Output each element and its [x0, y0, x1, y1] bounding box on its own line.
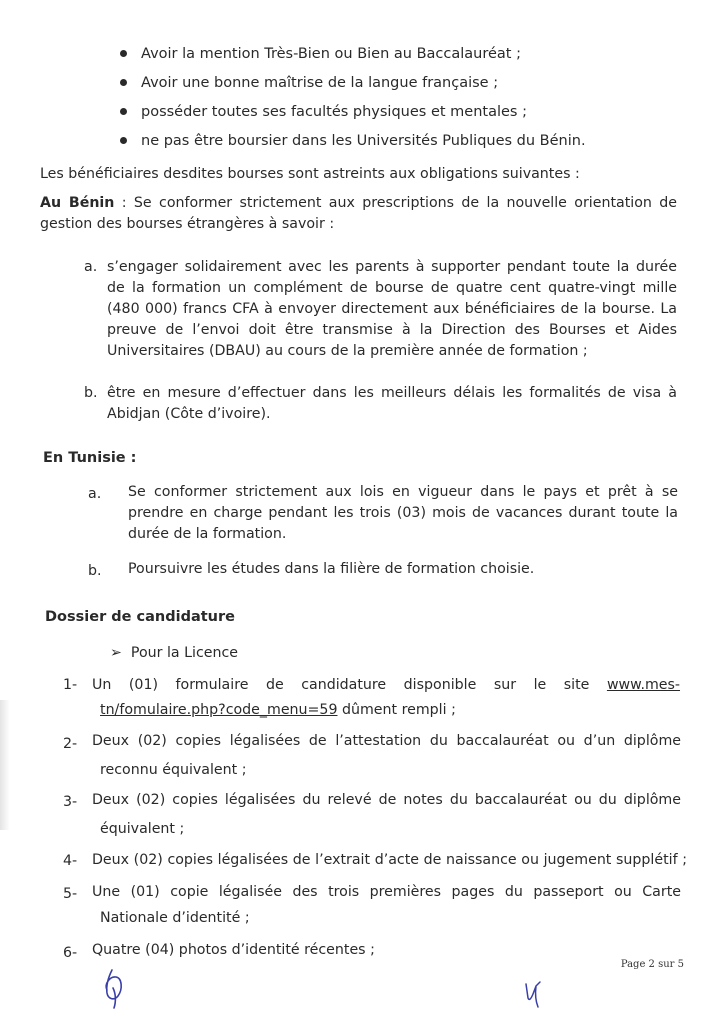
benin-a-line: preuve de l’envoi doit être transmise à la Direction des Bourses et Aides [107, 322, 677, 338]
benin-intro-line-2: gestion des bourses étrangères à savoir : [40, 216, 335, 232]
page-number: Page 2 sur 5 [620, 959, 684, 970]
item-number: 4- [63, 853, 78, 869]
dossier-item-text: dûment rempli ; [337, 702, 456, 718]
tunisie-b-line: Poursuivre les études dans la filière de formation choisie. [128, 561, 535, 577]
benin-a-line: (480 000) francs CFA à envoyer directement aux bénéficiaires de la bourse. La [107, 301, 677, 317]
dossier-item-line: reconnu équivalent ; [100, 762, 247, 778]
item-number: 2- [63, 736, 78, 752]
bullet-dot-icon [120, 137, 127, 144]
bullet-item [120, 73, 498, 93]
benin-b-line: Abidjan (Côte d’ivoire). [107, 406, 271, 422]
obligations-intro: Les bénéficiaires desdites bourses sont astreints aux obligations suivantes : [40, 166, 580, 182]
tunisie-a-line: prendre en charge pendant les trois (03) mois de vacances durant toute la [128, 505, 678, 521]
tunisie-a-line: durée de la formation. [128, 526, 287, 542]
benin-intro-line [40, 193, 677, 214]
dossier-item-line: Nationale d’identité ; [100, 910, 250, 926]
dossier-item-line: Deux (02) copies légalisées du relevé de notes du baccalauréat ou du diplôme [92, 792, 681, 808]
website-link[interactable]: www.mes- [606, 677, 681, 693]
tunisie-a-line: Se conformer strictement aux lois en vigueur dans le pays et prêt à se [128, 484, 678, 500]
bullet-item [120, 102, 527, 122]
list-marker: a. [88, 486, 102, 502]
bullet-text: posséder toutes ses facultés physiques et mentales ; [141, 104, 527, 120]
bullet-dot-icon [120, 50, 127, 57]
licence-subheading-text: Pour la Licence [130, 645, 239, 661]
arrow-icon: ➢ [110, 645, 122, 661]
benin-b-line: être en mesure d’effectuer dans les meilleurs délais les formalités de visa à [107, 385, 677, 401]
benin-a-line: s’engager solidairement avec les parents à supporter pendant toute la durée [107, 259, 677, 275]
initials-signature-left [98, 966, 138, 1010]
bullet-item [120, 131, 586, 151]
item-number: 3- [63, 794, 78, 810]
dossier-heading: Dossier de candidature [45, 609, 235, 625]
bullet-text: ne pas être boursier dans les Universités Publiques du Bénin. [141, 133, 586, 149]
dossier-item-line: Quatre (04) photos d’identité récentes ; [92, 942, 375, 958]
dossier-item-line: Une (01) copie légalisée des trois premières pages du passeport ou Carte [92, 884, 681, 900]
dossier-item-line: Deux (02) copies légalisées de l’extrait d’acte de naissance ou jugement supplétif ; [92, 852, 687, 868]
list-marker: b. [88, 563, 102, 579]
bullet-item [120, 44, 521, 64]
bullet-dot-icon [120, 108, 127, 115]
benin-label: Au Bénin [40, 195, 115, 211]
list-marker: b. [84, 385, 98, 401]
bullet-dot-icon [120, 79, 127, 86]
item-number: 6- [63, 945, 78, 961]
page-edge-shadow [0, 700, 10, 830]
bullet-text: Avoir la mention Très-Bien ou Bien au Baccalauréat ; [141, 46, 521, 62]
initials-signature-right [522, 976, 548, 1010]
licence-subheading [110, 643, 238, 664]
benin-a-line: Universitaires (DBAU) au cours de la première année de formation ; [107, 343, 588, 359]
dossier-item-text: Un (01) formulaire de candidature disponible sur le site [92, 677, 590, 693]
item-number: 1- [63, 677, 78, 693]
item-number: 5- [63, 886, 78, 902]
dossier-item-line: équivalent ; [100, 821, 185, 837]
dossier-item-line [100, 700, 456, 721]
website-link[interactable]: tn/fomulaire.php?code_menu=59 [100, 702, 338, 718]
benin-intro-text: : Se conformer strictement aux prescriptions de la nouvelle orientation de [114, 195, 677, 211]
dossier-item-line: Deux (02) copies légalisées de l’attestation du baccalauréat ou d’un diplôme [92, 733, 681, 749]
benin-a-line: de la formation un complément de bourse de quatre cent quatre-vingt mille [107, 280, 677, 296]
bullet-text: Avoir une bonne maîtrise de la langue française ; [141, 75, 499, 91]
list-marker: a. [84, 259, 98, 275]
tunisie-heading: En Tunisie : [43, 450, 137, 466]
dossier-item-line [92, 675, 680, 696]
